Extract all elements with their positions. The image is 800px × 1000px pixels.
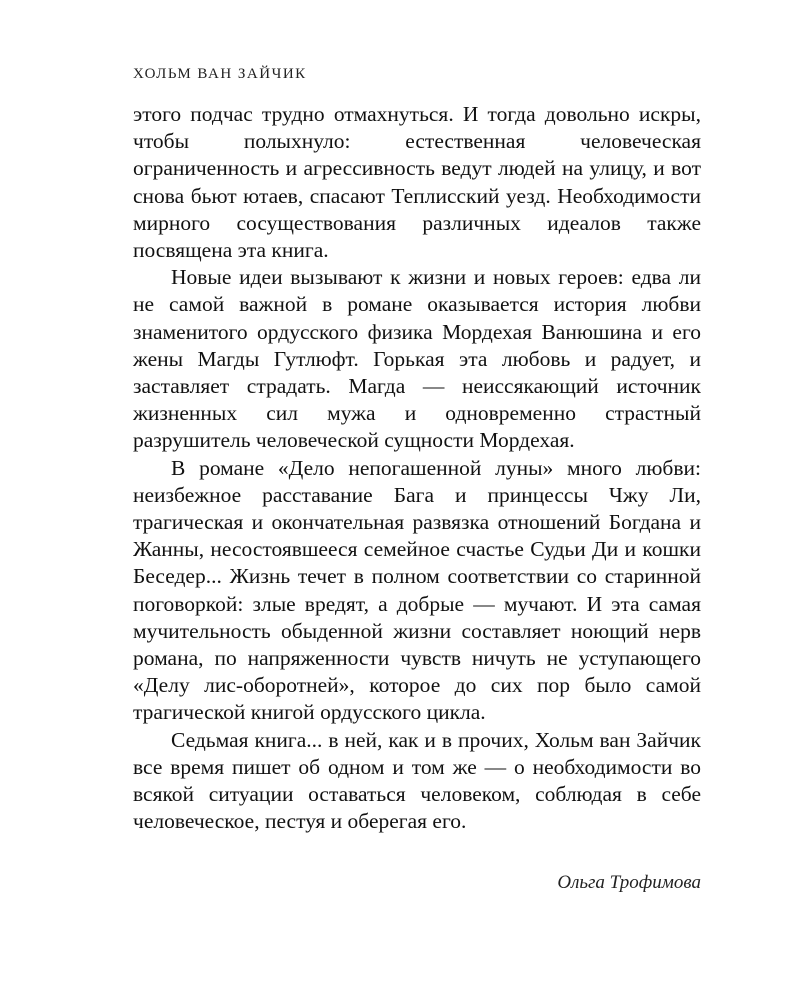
author-signature: Ольга Трофимова xyxy=(557,872,701,893)
running-head-title: ХОЛЬМ ВАН ЗАЙЧИК xyxy=(133,66,307,82)
paragraph-2: Новые идеи вызывают к жизни и новых героев: едва ли не самой важной в романе оказывается история любви знаменитого ордусского физика Мордехая Ванюшина и его жены Магды Гутлюфт. Горькая эта любовь и радует, и заставляет страдать. Магда — неиссякающий источник жизненных сил мужа и одновременно страстный разрушитель человеческой сущности Мордехая. xyxy=(133,265,701,453)
paragraph-3: В романе «Дело непогашенной луны» много любви: неизбежное расставание Бага и принцессы Чжу Ли, трагическая и окончательная развязка отношений Богдана и Жанны, несостоявшееся семейное счастье Судьи Ди и кошки Беседер... Жизнь течет в полном соответствии со старинной поговоркой: злые вредят, а добрые — мучают. И эта самая мучительность обыденной жизни составляет ноющий нерв романа, по напряженности чувств ничуть не уступающего «Делу лис-оборотней», которое до сих пор было самой трагической книгой ордусского цикла. xyxy=(133,455,701,725)
paragraph-1: этого подчас трудно отмахнуться. И тогда довольно искры, чтобы полыхнуло: естественная человеческая ограниченность и агрессивность ведут людей на улицу, и вот снова бьют ютаев, спасают Теплисский уезд. Необходимости мирного сосуществования различных идеалов также посвящена эта книга. xyxy=(133,102,701,263)
body-text xyxy=(133,101,701,835)
paragraph-4: Седьмая книга... в ней, как и в прочих, Хольм ван Зайчик все время пишет об одном и том же — о необходимости во всякой ситуации оставаться человеком, соблюдая в себе человеческое, пестуя и оберегая его. xyxy=(133,727,701,834)
